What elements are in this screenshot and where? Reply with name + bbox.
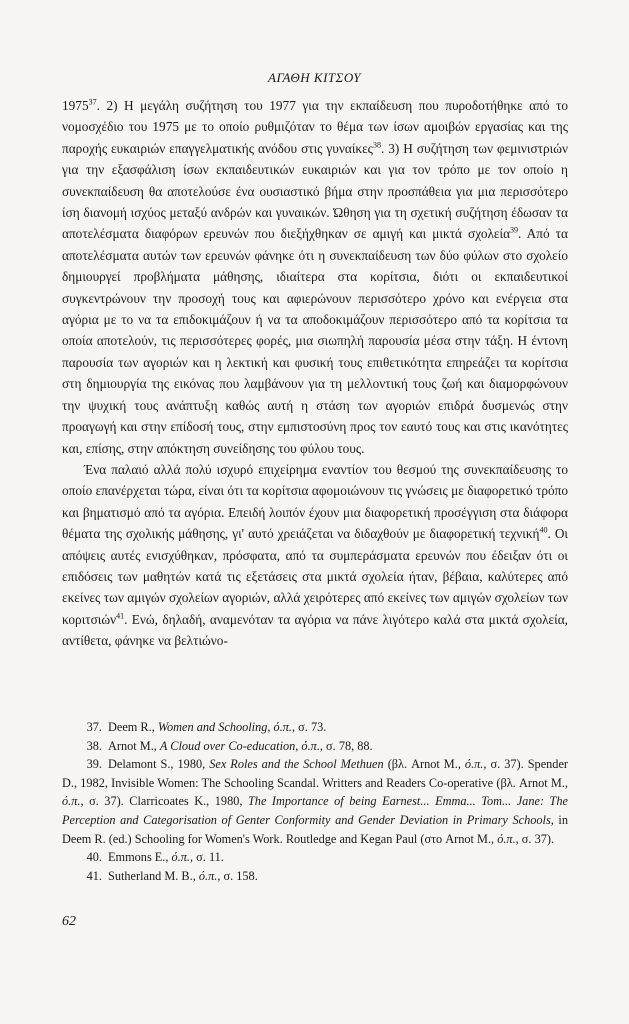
text-run: σ. 37). [518,831,555,846]
footnote-ref-41: 41 [116,611,125,621]
text-run: Ένα παλαιό αλλά πολύ ισχυρό επιχείρημα εναντίον του θεσμού της συνεκπαίδευσης το οποίο επανέρχεται τώρα, είναι ότι τα κορίτσια αφομοιώνουν τις γνώσεις με διαφορετικό τρόπο και βηματισμό από τα αγόρια. Επειδή λοιπόν έχουν μια διαφορετική προσέγγιση στα διάφορα θέματα της σχολικής μάθησης, γι' αυτό χρειάζεται να διδαχθούν με διαφορετική τεχνική [62,461,568,542]
body-text [62,95,568,652]
footnote-ref-40: 40 [539,525,548,535]
text-run: Sex Roles and the School Methuen [209,757,384,772]
text-run: ό.π., [62,794,84,809]
footnote-number: 41. [86,868,102,883]
text-run: σ. 37). Spender D., 1982, Invisible Women: The Schooling Scandal. Writters and Readers Co-operative (βλ. Arnot M., [62,757,568,790]
text-run: ό.π., [497,831,519,846]
footnote-ref-39: 39 [510,226,519,236]
text-run: σ. 78, 88. [322,738,373,753]
running-head: ΑΓΑΘΗ ΚΙΤΣΟΥ [268,70,361,85]
paragraph [62,95,568,459]
text-run: σ. 73. [295,720,327,734]
text-run: Emmons E., [108,850,172,865]
footnote-ref-38: 38 [372,140,381,150]
footnotes [62,718,568,885]
footnote-number: 38. [86,738,102,753]
footnote-number: 37. [86,720,102,734]
footnote-ref-37: 37 [88,97,97,107]
text-run: Delamont S., 1980, [108,757,210,772]
paragraph [62,459,568,652]
text-run: in Deem R. (ed.) Schooling for Women's Work. Routledge and Kegan Paul (στο Arnot M., [62,812,568,846]
page-number: 62 [62,914,76,929]
text-run: 1975 [62,98,89,113]
footnote-39 [62,755,568,848]
text-run: ό.π., [198,868,221,883]
text-run: ό.π., [171,850,194,865]
text-run: Sutherland M. B., [108,868,199,883]
text-run: . Από τα αποτελέσματα αυτών των ερευνών φάνηκε ότι η συνεκπαίδευση των δύο φύλων στο σχολείο δημιουργεί προβλήματα μάθησης, ιδιαίτερα στα κορίτσια, διότι οι εκπαιδευτικοί συγκεντρώνουν την προσοχή τους και αφιερώνουν περισσότερο χρόνο και ενέργεια στα αγόρια με το να τα επιδοκιμάζουν ή να τα αποδοκιμάζουν περισσότερο από τα κορίτσια τα οποία αποτελούν, τις περισσότερες φορές, μια σιωπηλή παρουσία μέσα στην τάξη. Η έντονη παρουσία των αγοριών και η λεκτική και φυσική τους επιθετικότητα επηρεάζει τα κορίτσια στη δημιουργία της εικόνας που λαμβάνουν για τη μελλοντική τους ζωή και διαμορφώνουν την ψυχική τους ανάπτυξη καθώς αυτή η στάση των αγοριών επιδρά δυσμενώς στην προαγωγή και στην επίδοσή τους, στην εμπιστοσύνη προς τον εαυτό τους και στις ικανότητες και, επίσης, στην απόκτηση συνείδησης του φύλου τους. [62,226,568,456]
text-run: Women and Schooling, ό.π., [157,720,296,734]
footnote-41 [62,867,568,886]
footnote-40 [62,848,568,867]
footnote-number: 39. [86,757,102,772]
text-run: σ. 11. [193,850,224,865]
text-run: σ. 158. [220,868,258,883]
text-run: σ. 37). Clarricoates K., 1980, [83,794,248,809]
text-run: (βλ. Arnot M., [383,757,465,772]
text-run: The Importance of being Earnest... Emma... Tom... Jane: The Perception and Categorisation of Genter Conformity and Gender Deviation in Primary Schools, [62,794,569,827]
footnote-38 [62,737,568,756]
text-run: . Οι απόψεις αυτές ενισχύθηκαν, πρόσφατα, από τα συμπεράσματα ερευνών που έδειξαν ότι οι επιδόσεις των μαθητών κατά τις εξετάσεις στα μικτά σχολεία ήταν, βέβαια, καλύτερες από εκείνες των αμιγών σχολείων αγοριών, αλλά χειρότερες από εκείνες των αμιγών σχολείων των κοριτσιών [62,526,568,627]
text-run: . 2) Η μεγάλη συζήτηση του 1977 για την εκπαίδευση που πυροδοτήθηκε από το νομοσχέδιο του 1975 με το οποίο ρυθμιζόταν το θέμα των ίσων αμοιβών εργασίας και της παροχής ευκαιριών επαγγελματικής ανόδου στις γυναίκες [62,98,568,156]
footnote-37 [62,718,568,737]
footnote-number: 40. [86,850,102,865]
text-run: . Ενώ, δηλαδή, αναμενόταν τα αγόρια να πάνε λιγότερο καλά στα μικτά σχολεία, αντίθετα, φάνηκε να βελτιώνο- [62,611,568,649]
text-run: Arnot M., [108,738,160,753]
text-run: . 3) Η συζήτηση των φεμινιστριών για την εξασφάλιση ίσων εκπαιδευτικών ευκαιριών και για τον τρόπο με τον οποίο η συνεκπαίδευση θα αποτελούσε ένα ουσιαστικό βήμα στην προσπάθεια για μια περισσότερο ίση διανομή ισχύος μεταξύ ανδρών και γυναικών. Ώθηση για τη σχετική συζήτηση έδωσαν τα αποτελέσματα διαφόρων ερευνών που διεξήχθηκαν σε αμιγή και μικτά σχολεία [62,140,569,242]
text-run: A Cloud over Co-education, ό.π., [159,738,323,753]
text-run: ό.π., [464,757,487,772]
text-run: Deem R., [108,720,158,734]
